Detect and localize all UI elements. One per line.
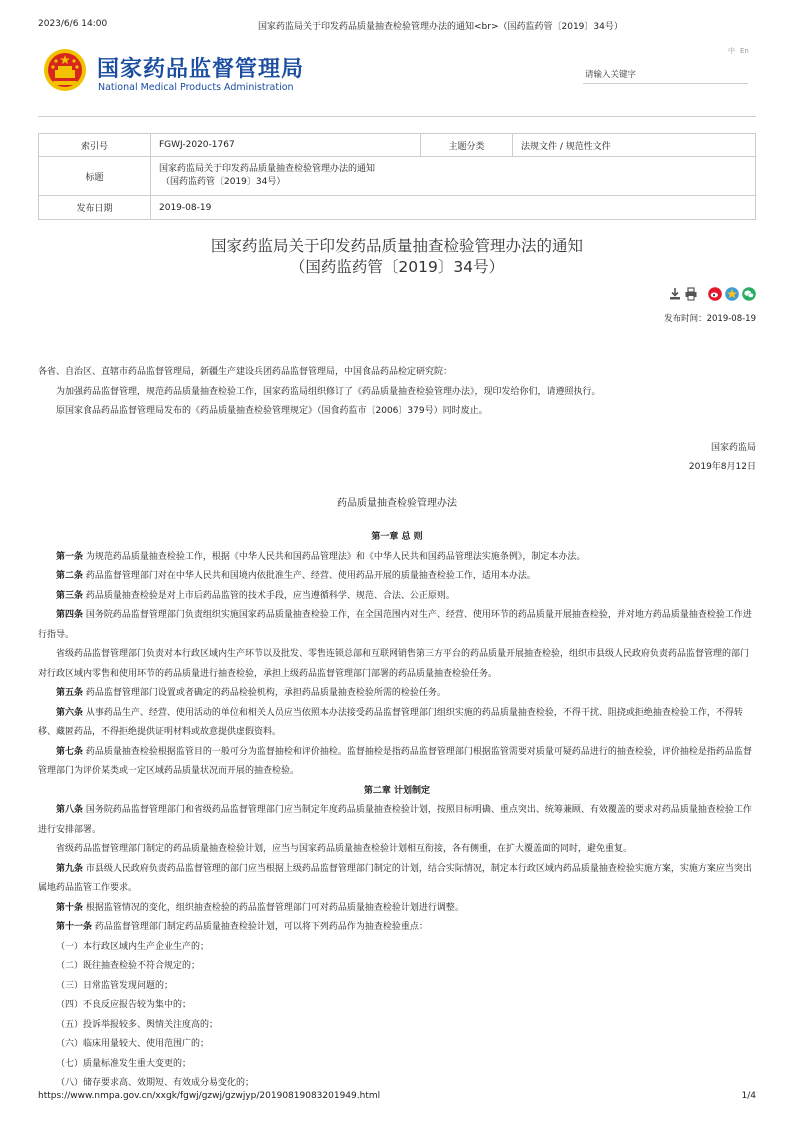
article-text: 药品监督管理部门对在中华人民共和国境内依批准生产、经营、使用药品开展的质量抽查检验工作，适用本办法。 bbox=[83, 571, 536, 581]
body-paragraph: 原国家食品药品监督管理局发布的《药品质量抽查检验管理规定》（国食药监市〔2006〕379号）同时废止。 bbox=[56, 406, 488, 416]
title-value-line1: 国家药监局关于印发药品质量抽查检验管理办法的通知 bbox=[159, 164, 376, 174]
article bbox=[38, 918, 756, 938]
article-number: 第十条 bbox=[56, 902, 84, 913]
body-paragraph: 为加强药品监督管理，规范药品质量抽查检验工作，国家药监局组织修订了《药品质量抽查检验管理办法》，现印发给你们，请遵照执行。 bbox=[56, 386, 601, 397]
list-item: （三）日常监管发现问题的； bbox=[56, 980, 174, 991]
article-text: 药品质量抽查检验根据监管目的一般可分为监督抽检和评价抽检。监督抽检是指药品监督管理部门根据监管需要对质量可疑药品进行的抽查检验，评价抽检是指药品监督管理部门为评价某类或一定区域药品质量状况而开展的抽查检验。 bbox=[38, 746, 752, 776]
article bbox=[38, 743, 756, 782]
search-input[interactable]: 请输入关键字 bbox=[583, 62, 748, 84]
title-value-line2: （国药监药管〔2019〕34号） bbox=[161, 177, 286, 187]
article-number: 第二条 bbox=[56, 571, 84, 581]
article-number: 第八条 bbox=[56, 805, 84, 815]
list-item: （二）既往抽查检验不符合规定的； bbox=[56, 961, 201, 971]
print-header bbox=[38, 19, 756, 31]
addressees: 各省、自治区、直辖市药品监督管理局，新疆生产建设兵团药品监督管理局，中国食品药品检定研究院： bbox=[38, 367, 453, 377]
article-text: 药品监督管理部门设置或者确定的药品检验机构，承担药品质量抽查检验所需的检验任务。 bbox=[83, 688, 446, 698]
article-number: 第九条 bbox=[56, 863, 84, 874]
index-label: 索引号 bbox=[39, 134, 151, 157]
title-value bbox=[151, 157, 756, 196]
index-value: FGWJ-2020-1767 bbox=[151, 134, 421, 157]
article bbox=[38, 567, 756, 587]
site-name-en: National Medical Products Administration bbox=[98, 82, 294, 93]
article-text: 根据监管情况的变化，组织抽查检验的药品监督管理部门可对药品质量抽查检验计划进行调整。 bbox=[83, 902, 464, 913]
article bbox=[38, 899, 756, 919]
article-text: 从事药品生产、经营、使用活动的单位和相关人员应当依照本办法接受药品监督管理部门组织实施的药品质量抽查检验，不得干扰、阻挠或拒绝抽查检验工作，不得转移、藏匿药品，不得拒绝提供证明材料或故意提供虚假资料。 bbox=[38, 707, 743, 737]
share-toolbar bbox=[668, 287, 758, 303]
page-number: 1/4 bbox=[741, 1091, 756, 1101]
list-item: （八）储存要求高、效期短、有效成分易变化的； bbox=[56, 1078, 255, 1088]
weibo-icon[interactable] bbox=[708, 287, 722, 301]
document-title bbox=[38, 236, 756, 278]
category-value: 法规文件 / 规范性文件 bbox=[513, 134, 756, 157]
article-number: 第十一条 bbox=[56, 922, 93, 932]
category-label: 主题分类 bbox=[421, 134, 513, 157]
publish-time: 发布时间：2019-08-19 bbox=[664, 314, 756, 324]
list-item: （一）本行政区域内生产企业生产的； bbox=[56, 941, 210, 952]
article-number: 第三条 bbox=[56, 590, 84, 601]
title-label: 标题 bbox=[39, 157, 151, 196]
list-item: （四）不良反应报告较为集中的； bbox=[56, 1000, 192, 1010]
lang-zh-link[interactable]: 中 bbox=[728, 47, 735, 55]
sign-date: 2019年8月12日 bbox=[688, 462, 756, 472]
wechat-icon[interactable] bbox=[742, 287, 756, 301]
date-label: 发布日期 bbox=[39, 196, 151, 220]
article-text: 国务院药品监督管理部门负责组织实施国家药品质量抽查检验工作，在全国范围内对生产、经营、使用环节的药品质量开展抽查检验，并对地方药品质量抽查检验工作进行指导。 bbox=[38, 610, 752, 640]
article-paragraph: 省级药品监督管理部门制定的药品质量抽查检验计划，应当与国家药品质量抽查检验计划相互衔接，各有侧重，在扩大覆盖面的同时，避免重复。 bbox=[56, 844, 633, 854]
article-number: 第六条 bbox=[56, 707, 84, 718]
print-title: 国家药监局关于印发药品质量抽查检验管理办法的通知<br>（国药监药管〔2019〕34号） bbox=[258, 22, 623, 32]
article-number: 第四条 bbox=[56, 610, 84, 620]
list-item: （七）质量标准发生重大变更的； bbox=[56, 1058, 192, 1069]
document-title-line1: 国家药监局关于印发药品质量抽查检验管理办法的通知 bbox=[210, 237, 583, 255]
article-number: 第五条 bbox=[56, 688, 84, 698]
measures-title: 药品质量抽查检验管理办法 bbox=[337, 497, 457, 509]
article bbox=[38, 860, 756, 899]
chapter-heading: 第一章 总 则 bbox=[371, 532, 423, 542]
article-text: 国务院药品监督管理部门和省级药品监督管理部门应当制定年度药品质量抽查检验计划，按照目标明确、重点突出、统筹兼顾、有效覆盖的要求对药品质量抽查检验工作进行安排部署。 bbox=[38, 805, 752, 835]
date-value: 2019-08-19 bbox=[151, 196, 756, 220]
document-body bbox=[38, 363, 756, 1094]
article-number: 第七条 bbox=[56, 746, 84, 757]
lang-en-link[interactable]: En bbox=[740, 47, 749, 55]
article bbox=[38, 587, 756, 607]
download-icon[interactable] bbox=[668, 287, 682, 301]
article bbox=[38, 606, 756, 645]
print-date: 2023/6/6 14:00 bbox=[38, 19, 108, 29]
article-paragraph: 省级药品监督管理部门负责对本行政区域内生产环节以及批发、零售连锁总部和互联网销售第三方平台的药品质量开展抽查检验，组织市县级人民政府负责药品监督管理的部门对行政区域内零售和使用环节的药品质量进行抽查检验，承担上级药品监督管理部门部署的药品质量抽查检验任务。 bbox=[38, 649, 750, 679]
article-number: 第一条 bbox=[56, 551, 84, 562]
qzone-icon[interactable] bbox=[725, 287, 739, 301]
article bbox=[38, 704, 756, 743]
list-item: （六）临床用量较大、使用范围广的； bbox=[56, 1039, 210, 1049]
document-title-line2: （国药监药管〔2019〕34号） bbox=[289, 258, 505, 276]
article bbox=[38, 548, 756, 568]
article bbox=[38, 684, 756, 704]
page-url: https://www.nmpa.gov.cn/xxgk/fgwj/gzwj/gzwjyp/20190819083201949.html bbox=[38, 1091, 381, 1101]
header-divider bbox=[38, 116, 756, 117]
list-item: （五）投诉举报较多、舆情关注度高的； bbox=[56, 1019, 219, 1030]
site-name-cn: 国家药品监督管理局 bbox=[97, 57, 305, 82]
print-icon[interactable] bbox=[684, 287, 698, 301]
article-text: 药品质量抽查检验是对上市后药品监管的技术手段，应当遵循科学、规范、合法、公正原则。 bbox=[83, 590, 455, 601]
chapter-heading: 第二章 计划制定 bbox=[363, 785, 431, 796]
language-switch bbox=[728, 46, 754, 56]
article-text: 市县级人民政府负责药品监督管理的部门应当根据上级药品监督管理部门制定的计划，结合实际情况，制定本行政区域内药品质量抽查检验实施方案，实施方案应当突出属地药品监管工作要求。 bbox=[38, 863, 752, 893]
national-emblem-icon bbox=[43, 48, 87, 92]
article bbox=[38, 801, 756, 840]
article-text: 为规范药品质量抽查检验工作，根据《中华人民共和国药品管理法》和《中华人民共和国药品管理法实施条例》，制定本办法。 bbox=[83, 551, 586, 562]
document-meta-table bbox=[38, 133, 756, 220]
article-text: 药品监督管理部门制定药品质量抽查检验计划，可以将下列药品作为抽查检验重点： bbox=[92, 922, 428, 932]
site-logo[interactable] bbox=[43, 45, 313, 97]
signer: 国家药监局 bbox=[710, 442, 756, 453]
